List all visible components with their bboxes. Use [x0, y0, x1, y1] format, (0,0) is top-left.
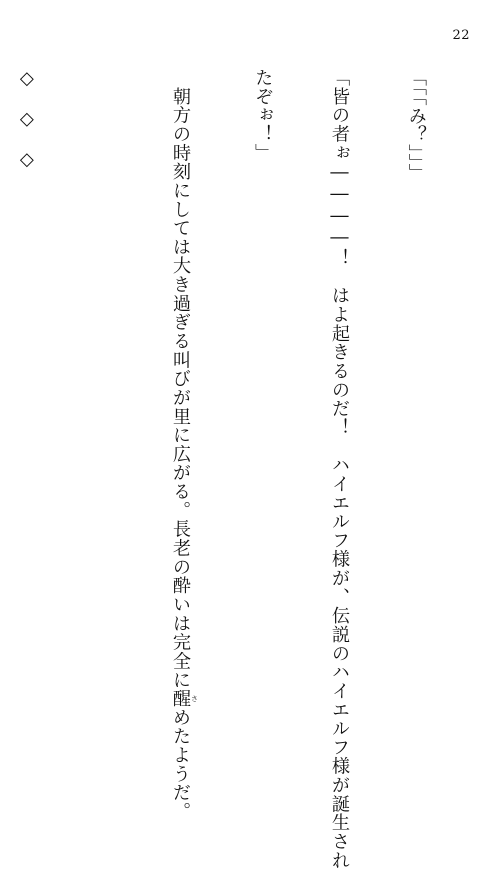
text-line-with-ruby: 朝方の時刻にしては大き過ぎる叫びが里に広がる。長老の酔いは完全に醒 さめたようだ。: [169, 68, 199, 821]
text-line: 「「「み？」」」: [405, 68, 427, 183]
vertical-text-body: [0, 68, 480, 870]
text-line: たぞぉ！」: [252, 68, 274, 163]
blank-line: [91, 68, 117, 678]
page-number: 22: [452, 28, 470, 43]
furigana: 醒 さ: [169, 689, 199, 708]
text-line: 「皆の者ぉ――――！ はよ起きるのだ！ ハイエルフ様が、伝説のハイエルフ様が誕生され: [329, 68, 351, 870]
scene-break-diamonds: ◇ ◇ ◇: [16, 68, 38, 171]
